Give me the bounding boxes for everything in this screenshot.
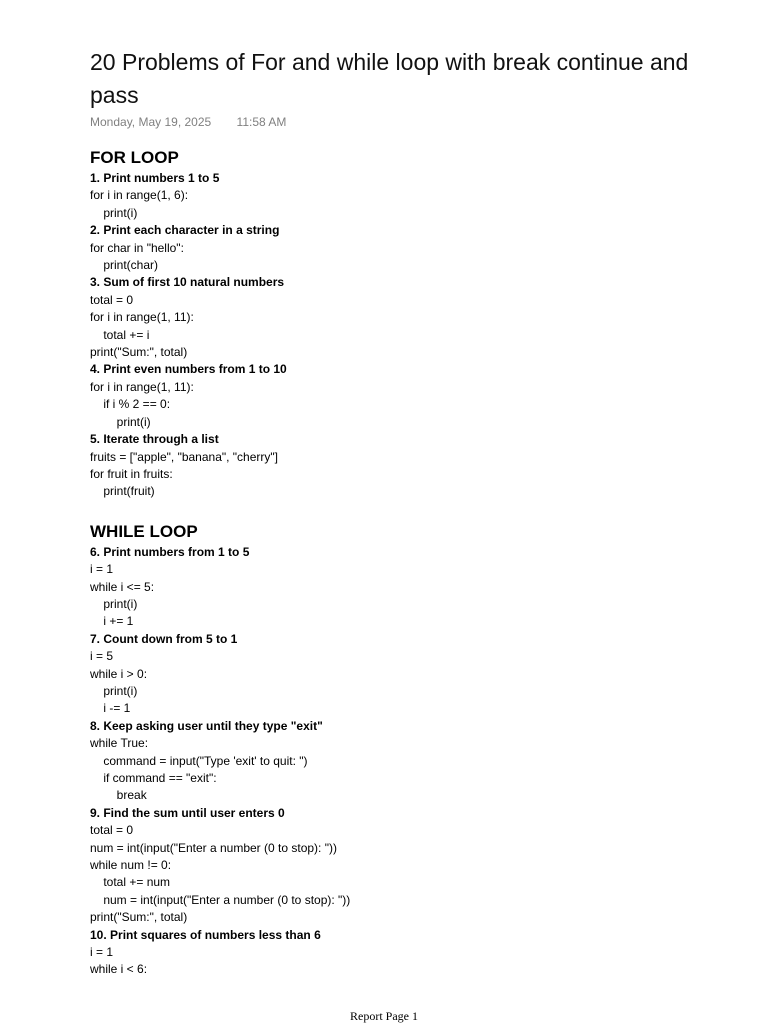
- problem-title: 10. Print squares of numbers less than 6: [90, 927, 321, 942]
- page-meta: [90, 115, 286, 129]
- section-heading: FOR LOOP: [90, 148, 179, 167]
- code-line: for i in range(1, 6):: [90, 188, 189, 203]
- page-footer: Report Page 1: [350, 1009, 418, 1023]
- code-line: i = 5: [90, 649, 114, 664]
- code-line: break: [90, 788, 147, 803]
- code-line: if i % 2 == 0:: [90, 397, 171, 412]
- code-line: total += num: [90, 875, 171, 890]
- code-line: print(fruit): [90, 484, 155, 499]
- section-heading: WHILE LOOP: [90, 521, 198, 541]
- code-line: num = int(input("Enter a number (0 to stop): ")): [90, 840, 337, 855]
- problem-title: 4. Print even numbers from 1 to 10: [90, 362, 287, 377]
- code-line: i += 1: [90, 614, 134, 629]
- problem-title: 5. Iterate through a list: [90, 432, 219, 447]
- code-line: total = 0: [90, 823, 134, 838]
- problem-title: 1. Print numbers 1 to 5: [90, 171, 220, 185]
- code-line: num = int(input("Enter a number (0 to stop): ")): [90, 892, 351, 907]
- code-line: while i <= 5:: [90, 579, 155, 594]
- code-line: for fruit in fruits:: [90, 466, 173, 481]
- code-line: fruits = ["apple", "banana", "cherry"]: [90, 449, 278, 464]
- code-line: print(i): [90, 414, 151, 429]
- code-line: i = 1: [90, 945, 114, 960]
- problem-title: 3. Sum of first 10 natural numbers: [90, 275, 285, 290]
- code-line: while i > 0:: [90, 666, 148, 681]
- problem-title: 9. Find the sum until user enters 0: [90, 805, 285, 820]
- page-title: 20 Problems of For and while loop with break continue and pass: [90, 49, 689, 108]
- code-line: for i in range(1, 11):: [90, 310, 194, 325]
- code-line: total += i: [90, 327, 150, 342]
- code-line: command = input("Type 'exit' to quit: "): [90, 753, 308, 768]
- page-time: 11:58 AM: [236, 115, 287, 129]
- code-line: while i < 6:: [90, 962, 148, 977]
- code-line: print(i): [90, 683, 138, 698]
- code-line: i = 1: [90, 562, 114, 577]
- page-date: Monday, May 19, 2025: [90, 115, 212, 129]
- problem-title: 8. Keep asking user until they type "exit": [90, 718, 323, 733]
- code-line: if command == "exit":: [90, 771, 217, 785]
- code-line: total = 0: [90, 292, 134, 307]
- problem-title: 6. Print numbers from 1 to 5: [90, 544, 250, 559]
- code-line: i -= 1: [90, 701, 131, 716]
- code-line: for i in range(1, 11):: [90, 379, 194, 394]
- code-line: print("Sum:", total): [90, 910, 188, 925]
- page-content: [90, 146, 730, 979]
- problem-title: 7. Count down from 5 to 1: [90, 631, 238, 646]
- code-line: print(char): [90, 258, 159, 273]
- code-line: while num != 0:: [90, 858, 172, 873]
- problem-title: 2. Print each character in a string: [90, 223, 280, 238]
- code-line: for char in "hello":: [90, 240, 184, 255]
- code-line: while True:: [90, 736, 149, 751]
- code-line: print("Sum:", total): [90, 345, 188, 360]
- code-line: print(i): [90, 596, 138, 611]
- code-line: print(i): [90, 205, 138, 220]
